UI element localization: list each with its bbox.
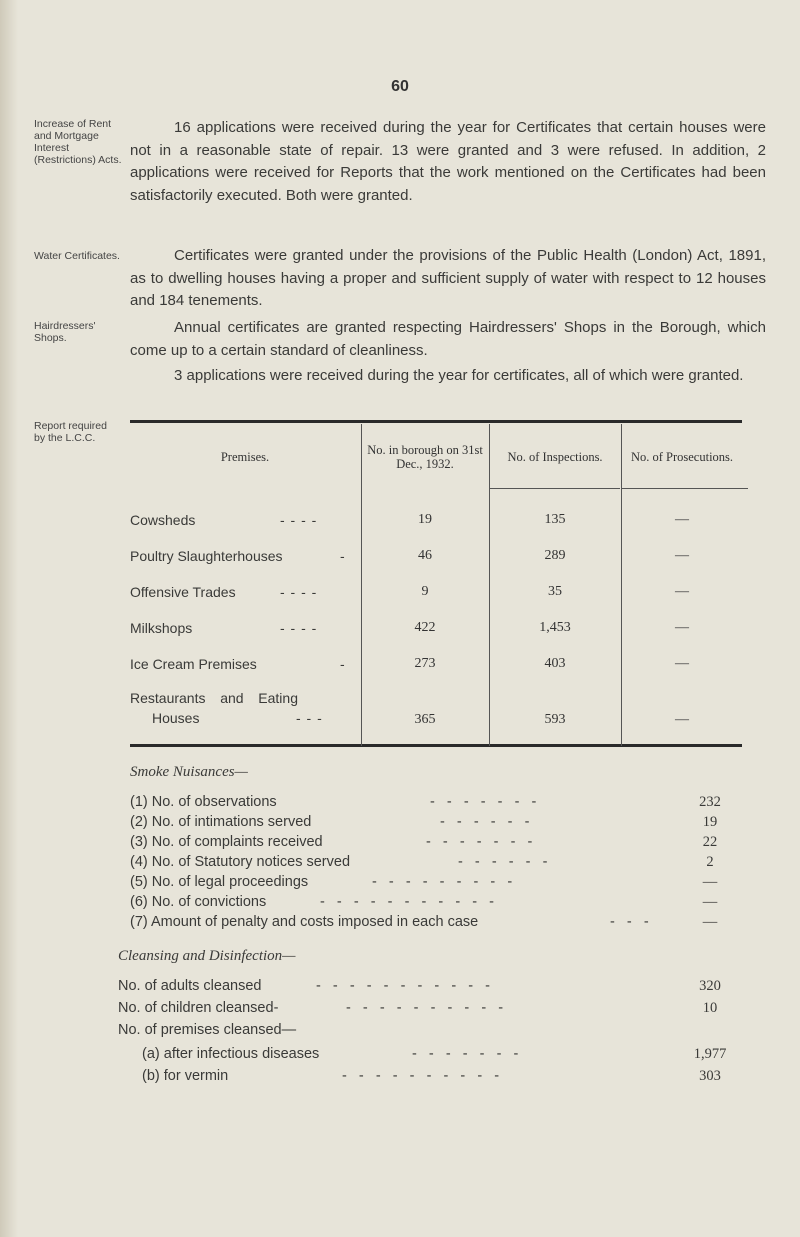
list-item	[130, 892, 740, 912]
item-value: —	[702, 894, 718, 910]
item-label: (5) No. of legal proceedings	[130, 874, 309, 890]
item-leader: - - - - - - - - -	[372, 874, 513, 890]
adults-label: No. of adults cleansed	[118, 978, 262, 994]
list-item	[118, 998, 740, 1018]
sub-item-value: 1,977	[693, 1046, 727, 1062]
row-prosecutions: —	[675, 512, 689, 527]
table-row	[130, 688, 742, 732]
item-leader: - - - - - - -	[426, 834, 533, 850]
table-top-rule	[130, 420, 742, 423]
row-inspections: 135	[544, 512, 566, 527]
item-leader: - - - - - - - - - - -	[320, 894, 494, 910]
adults-value: 320	[699, 978, 721, 994]
list-item	[142, 1044, 740, 1064]
row-prosecutions: —	[675, 584, 689, 599]
table-row	[130, 510, 742, 534]
row-leader: -	[340, 548, 346, 564]
paragraph-hairdressers-1: Annual certificates are granted respecting Hairdressers' Shops in the Borough, which come up to a certain standard of cleanliness.	[130, 319, 766, 359]
row-premises: Restaurants and Eating Houses	[130, 690, 298, 726]
row-premises: Milkshops	[130, 620, 193, 636]
item-leader: - - -	[610, 914, 649, 930]
row-premises: Poultry Slaughterhouses	[130, 548, 283, 564]
header-prosecutions: No. of Prosecutions.	[630, 450, 734, 464]
list-item	[130, 872, 740, 892]
row-leader: - - - -	[280, 512, 318, 528]
row-number: 273	[414, 656, 436, 671]
row-inspections: 35	[548, 584, 562, 599]
list-item	[130, 792, 740, 812]
item-leader: - - - - - -	[458, 854, 548, 870]
item-leader: - - - - - - - - - -	[346, 1000, 504, 1016]
table-row	[130, 618, 742, 642]
header-number: No. in borough on 31st Dec., 1932.	[367, 443, 483, 471]
sub-item-label: (b) for vermin	[142, 1068, 229, 1084]
item-leader: - - - - - - -	[430, 794, 537, 810]
row-number: 365	[414, 712, 436, 727]
table-row	[130, 546, 742, 570]
row-leader: -	[340, 656, 346, 672]
item-leader: - - - - - - - - - - -	[316, 978, 490, 994]
row-inspections: 289	[544, 548, 566, 563]
margin-note-report: Report required by the L.C.C.	[34, 420, 107, 444]
item-leader: - - - - - - - - - -	[342, 1068, 500, 1084]
item-label: (6) No. of convictions	[130, 894, 267, 910]
cleansing-heading: Cleansing and Disinfection—	[118, 948, 296, 964]
list-item	[130, 832, 740, 852]
sub-item-label: (a) after infectious diseases	[142, 1046, 320, 1062]
list-item	[118, 1020, 740, 1040]
page-edge-shadow	[0, 0, 18, 1237]
item-label: (1) No. of observations	[130, 794, 277, 810]
item-value: 232	[699, 794, 721, 810]
smoke-heading: Smoke Nuisances—	[130, 764, 248, 780]
row-premises: Cowsheds	[130, 512, 196, 528]
row-leader: - - -	[296, 710, 323, 726]
row-inspections: 593	[544, 712, 566, 727]
sub-item-value: 303	[699, 1068, 721, 1084]
item-value: 19	[702, 814, 718, 830]
row-inspections: 403	[544, 656, 566, 671]
children-label: No. of children cleansed-	[118, 1000, 279, 1016]
children-value: 10	[702, 1000, 718, 1016]
item-label: (7) Amount of penalty and costs imposed in each case	[130, 914, 479, 930]
row-number: 46	[418, 548, 432, 563]
page-number: 60	[391, 78, 409, 95]
list-item	[142, 1066, 740, 1086]
header-underline	[622, 488, 748, 489]
row-number: 422	[414, 620, 436, 635]
paragraph-rent-acts: 16 applications were received during the year for Certificates that certain houses were not in a reasonable state of repair. 13 were granted and 3 were refused. In addition, 2 applications were received for Reports that the work mentioned on the Certificates had been satisfactorily executed. Both were granted.	[130, 119, 766, 204]
table-bottom-rule	[130, 744, 742, 747]
item-value: 2	[706, 854, 714, 870]
margin-note-hairdressers: Hairdressers' Shops.	[34, 320, 96, 344]
row-prosecutions: —	[675, 548, 689, 563]
table-row	[130, 654, 742, 678]
item-value: 22	[702, 834, 718, 850]
paragraph-hairdressers-2: 3 applications were received during the year for certificates, all of which were granted.	[174, 367, 744, 384]
list-item	[130, 852, 740, 872]
row-premises: Offensive Trades	[130, 584, 236, 600]
row-premises: Ice Cream Premises	[130, 656, 257, 672]
row-leader: - - - -	[280, 584, 318, 600]
header-underline	[490, 488, 620, 489]
row-inspections: 1,453	[539, 620, 571, 635]
row-number: 9	[421, 584, 429, 599]
item-label: (4) No. of Statutory notices served	[130, 854, 351, 870]
item-label: (2) No. of intimations served	[130, 814, 312, 830]
list-item	[130, 912, 740, 932]
row-prosecutions: —	[675, 656, 689, 671]
header-premises: Premises.	[220, 450, 270, 464]
list-item	[130, 812, 740, 832]
item-leader: - - - - - -	[440, 814, 530, 830]
premises-label: No. of premises cleansed—	[118, 1022, 297, 1038]
paragraph-water: Certificates were granted under the provisions of the Public Health (London) Act, 1891, as to dwelling houses having a proper and sufficient supply of water with respect to 12 houses and 184 tenements.	[130, 247, 766, 309]
item-value: —	[702, 914, 718, 930]
table-row	[130, 582, 742, 606]
row-prosecutions: —	[675, 712, 689, 727]
row-prosecutions: —	[675, 620, 689, 635]
margin-note-rent-acts: Increase of Rent and Mortgage Interest (Restrictions) Acts.	[34, 118, 122, 166]
margin-note-water: Water Certificates.	[34, 250, 120, 262]
item-leader: - - - - - - -	[412, 1046, 519, 1062]
item-value: —	[702, 874, 718, 890]
header-inspections: No. of Inspections.	[507, 450, 603, 464]
row-number: 19	[418, 512, 432, 527]
item-label: (3) No. of complaints received	[130, 834, 323, 850]
row-leader: - - - -	[280, 620, 318, 636]
list-item	[118, 976, 740, 996]
